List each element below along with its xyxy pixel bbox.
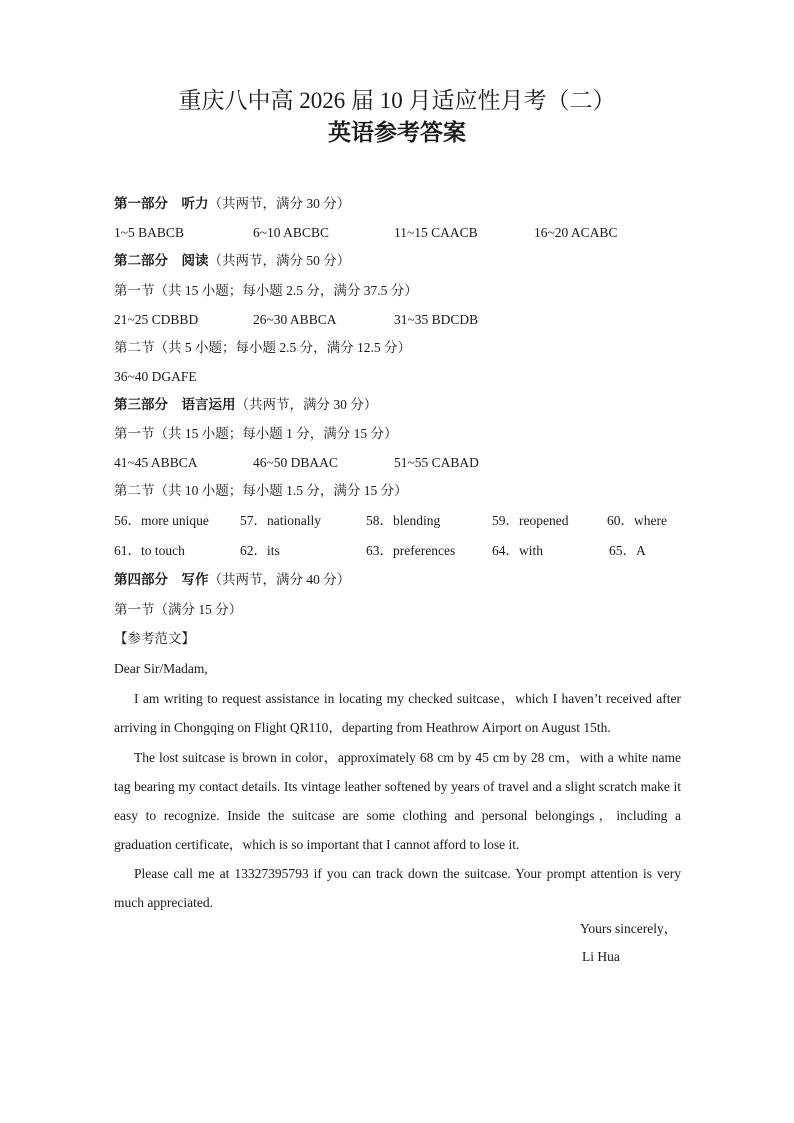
letter-paragraph: Please call me at 13327395793 if you can track down the suitcase. Your prompt attention is very much appreciated.: [114, 866, 681, 910]
sample-essay-label: 【参考范文】: [114, 631, 195, 646]
answer-item: 64．with: [492, 543, 544, 558]
answer-group: 6~10 ABCBC: [253, 225, 329, 240]
part2-header: [114, 252, 350, 270]
part4-section1-label: 第一节（满分 15 分）: [114, 602, 243, 617]
part3-header: [114, 396, 377, 414]
answer-item: 62．its: [240, 543, 280, 558]
document-title: 英语参考答案: [328, 120, 466, 145]
letter-signature: Li Hua: [582, 949, 620, 964]
part4-header: [114, 571, 350, 589]
letter-greeting: Dear Sir/Madam,: [114, 661, 208, 676]
answer-group: 31~35 BDCDB: [394, 312, 479, 327]
part3-section2-label: 第二节（共 10 小题；每小题 1.5 分，满分 15 分）: [114, 483, 408, 498]
part3-heading: 第三部分 语言运用: [114, 397, 236, 412]
part1-header: [114, 195, 350, 213]
part2-section1-label: 第一节（共 15 小题；每小题 2.5 分，满分 37.5 分）: [114, 283, 418, 298]
answer-item: 57．nationally: [240, 513, 321, 528]
answer-item: 63．preferences: [366, 543, 456, 558]
answer-group: 51~55 CABAD: [394, 455, 479, 470]
answer-item: 56．more unique: [114, 513, 209, 528]
answer-item: 65．A: [609, 543, 646, 558]
answer-item: 61．to touch: [114, 543, 185, 558]
answer-group: 46~50 DBAAC: [253, 455, 338, 470]
part3-section1-label: 第一节（共 15 小题；每小题 1 分，满分 15 分）: [114, 426, 398, 441]
answer-group: 11~15 CAACB: [394, 225, 478, 240]
part4-note: （共两节，满分 40 分）: [208, 572, 351, 587]
answer-item: 60．where: [607, 513, 667, 528]
part3-note: （共两节，满分 30 分）: [235, 397, 378, 412]
answer-group: 16~20 ACABC: [534, 225, 618, 240]
letter-paragraph: I am writing to request assistance in locating my checked suitcase，which I haven’t received after arriving in Chongqing on Flight QR110，departing from Heathrow Airport on August 15th.: [114, 691, 681, 735]
part2-note: （共两节，满分 50 分）: [208, 253, 351, 268]
answer-group: 1~5 BABCB: [114, 225, 184, 240]
answer-item: 59．reopened: [492, 513, 569, 528]
answer-item: 58．blending: [366, 513, 441, 528]
answer-group: 21~25 CDBBD: [114, 312, 199, 327]
exam-title: 重庆八中高 2026 届 10 月适应性月考（二）: [178, 88, 616, 113]
part1-heading: 第一部分 听力: [114, 196, 209, 211]
letter-paragraph: The lost suitcase is brown in color，approximately 68 cm by 45 cm by 28 cm，with a white name tag bearing my contact details. Its vintage leather softened by years of travel and a slight scratch make it easy to recognize. Inside the suitcase are some clothing and personal belongings，including a graduation certificate，which is so important that I cannot afford to lose it.: [114, 750, 681, 852]
part2-heading: 第二部分 阅读: [114, 253, 209, 268]
part1-note: （共两节，满分 30 分）: [208, 196, 351, 211]
part2-section2-label: 第二节（共 5 小题；每小题 2.5 分，满分 12.5 分）: [114, 340, 411, 355]
answer-group: 41~45 ABBCA: [114, 455, 198, 470]
letter-closing: Yours sincerely，: [580, 921, 678, 936]
part4-heading: 第四部分 写作: [114, 572, 209, 587]
answer-group: 26~30 ABBCA: [253, 312, 337, 327]
answer-group: 36~40 DGAFE: [114, 369, 197, 384]
